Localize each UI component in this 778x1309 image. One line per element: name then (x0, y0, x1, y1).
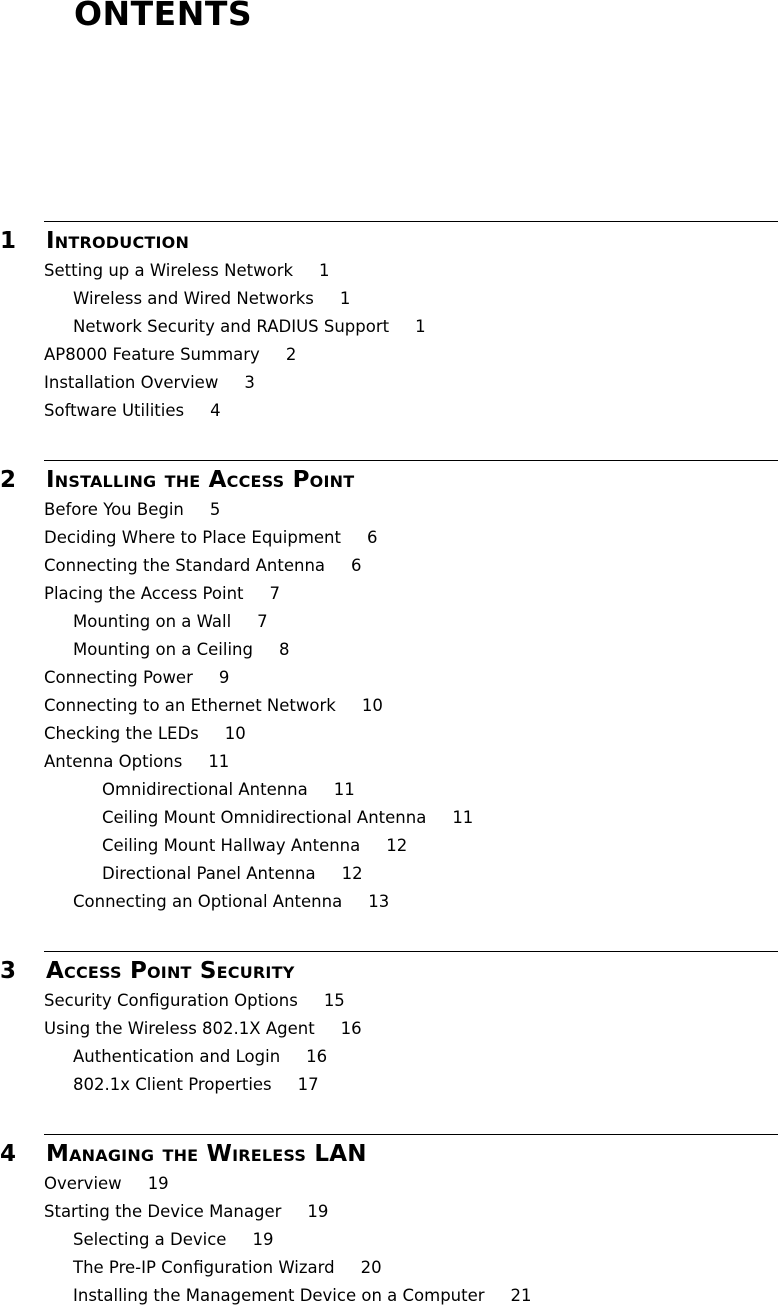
toc-entry-page: 16 (340, 1019, 362, 1038)
toc-entry-title: Directional Panel Antenna (102, 864, 316, 883)
toc-entry[interactable] (102, 808, 473, 828)
toc-entry-title: Wireless and Wired Networks (73, 289, 314, 308)
toc-entry-page: 10 (361, 696, 383, 715)
toc-entry-title: Omnidirectional Antenna (102, 780, 308, 799)
toc-entry-page: 5 (209, 500, 221, 519)
toc-entry-title: Using the Wireless 802.1X Agent (44, 1019, 315, 1038)
toc-entry-page: 19 (307, 1202, 329, 1221)
toc-entry[interactable] (44, 500, 220, 520)
toc-entry-title: Ceiling Mount Omnidirectional Antenna (102, 808, 427, 827)
toc-entry[interactable] (73, 1075, 319, 1095)
toc-entry[interactable] (73, 1286, 532, 1306)
chapter-title[interactable]: Introduction (46, 228, 190, 254)
toc-entry[interactable] (73, 1258, 382, 1278)
toc-entry[interactable] (102, 836, 407, 856)
toc-entry[interactable] (44, 556, 362, 576)
toc-entry[interactable] (44, 528, 377, 548)
toc-entry-page: 21 (510, 1286, 532, 1305)
toc-entry-title: Ceiling Mount Hallway Antenna (102, 836, 361, 855)
toc-entry-page: 10 (224, 724, 246, 743)
toc-entry[interactable] (44, 991, 345, 1011)
toc-entry-page: 1 (415, 317, 426, 336)
toc-entry-title: Software Utilities (44, 401, 185, 420)
chapter-divider (44, 951, 778, 952)
toc-entry-page: 3 (244, 373, 255, 392)
toc-entry-title: Connecting the Standard Antenna (44, 556, 326, 575)
chapter-number: 2 (0, 467, 17, 493)
toc-entry[interactable] (73, 1047, 327, 1067)
toc-entry[interactable] (44, 1202, 328, 1222)
chapter-divider (44, 460, 778, 461)
chapter-title[interactable]: Access Point Security (46, 958, 295, 984)
toc-entry-title: Overview (44, 1174, 122, 1193)
toc-entry-page: 4 (210, 401, 221, 420)
toc-entry-title: 802.1x Client Properties (73, 1075, 272, 1094)
toc-entry-title: Setting up a Wireless Network (44, 261, 294, 280)
toc-entry[interactable] (44, 1174, 169, 1194)
toc-entry[interactable] (73, 317, 426, 337)
toc-entry-page: 2 (285, 345, 297, 364)
toc-entry[interactable] (44, 1019, 362, 1039)
toc-entry-title: Selecting a Device (73, 1230, 227, 1249)
toc-entry-page: 20 (360, 1258, 382, 1277)
toc-entry-page: 8 (279, 640, 290, 659)
page-title: ONTENTS (74, 0, 253, 33)
toc-entry-title: Antenna Options (44, 752, 183, 771)
toc-entry-page: 11 (452, 808, 474, 827)
toc-entry-page: 1 (339, 289, 351, 308)
toc-entry-title: Starting the Device Manager (44, 1202, 282, 1221)
toc-entry-page: 15 (323, 991, 345, 1010)
toc-entry[interactable] (44, 345, 296, 365)
toc-entry-title: Connecting an Optional Antenna (73, 892, 343, 911)
toc-entry-page: 17 (297, 1075, 319, 1094)
toc-entry-page: 12 (341, 864, 363, 883)
toc-entry-title: Checking the LEDs (44, 724, 199, 743)
toc-entry-title: Security Configuration Options (44, 991, 298, 1010)
chapter-title[interactable]: Installing the Access Point (46, 467, 355, 493)
toc-entry[interactable] (44, 724, 246, 744)
toc-entry-title: AP8000 Feature Summary (44, 345, 260, 364)
toc-entry[interactable] (44, 373, 255, 393)
toc-entry[interactable] (44, 752, 229, 772)
toc-entry-page: 6 (351, 556, 362, 575)
toc-entry-page: 7 (269, 584, 280, 603)
toc-entry-page: 11 (208, 752, 230, 771)
chapter-title[interactable]: Managing the Wireless LAN (46, 1141, 367, 1167)
toc-entry[interactable] (73, 892, 389, 912)
toc-entry[interactable] (44, 668, 229, 688)
toc-entry[interactable] (102, 864, 363, 884)
toc-entry-page: 7 (257, 612, 268, 631)
toc-entry-title: Authentication and Login (73, 1047, 281, 1066)
toc-entry[interactable] (73, 640, 290, 660)
chapter-number: 1 (0, 228, 17, 254)
toc-entry[interactable] (73, 612, 268, 632)
toc-entry-title: Connecting Power (44, 668, 193, 687)
toc-entry-page: 19 (252, 1230, 274, 1249)
toc-entry-title: Mounting on a Ceiling (73, 640, 253, 659)
toc-entry-page: 19 (147, 1174, 169, 1193)
toc-entry-page: 16 (306, 1047, 328, 1066)
chapter-number: 4 (0, 1141, 17, 1167)
toc-entry-title: Mounting on a Wall (73, 612, 232, 631)
chapter-number: 3 (0, 958, 17, 984)
toc-entry-page: 9 (218, 668, 230, 687)
toc-entry-title: Network Security and RADIUS Support (73, 317, 390, 336)
toc-entry-page: 1 (319, 261, 330, 280)
toc-entry-title: Connecting to an Ethernet Network (44, 696, 336, 715)
toc-entry[interactable] (44, 696, 383, 716)
toc-entry-page: 13 (368, 892, 390, 911)
toc-entry-page: 11 (333, 780, 355, 799)
toc-entry-page: 6 (366, 528, 378, 547)
toc-entry-page: 12 (386, 836, 408, 855)
toc-entry-title: Installation Overview (44, 373, 219, 392)
toc-entry-title: Placing the Access Point (44, 584, 244, 603)
toc-entry[interactable] (44, 584, 280, 604)
toc-entry[interactable] (102, 780, 355, 800)
toc-entry[interactable] (44, 261, 330, 281)
toc-entry-title: Before You Begin (44, 500, 184, 519)
toc-entry-title: Deciding Where to Place Equipment (44, 528, 341, 547)
chapter-divider (44, 221, 778, 222)
toc-entry-title: Installing the Management Device on a Computer (73, 1286, 485, 1305)
toc-entry[interactable] (73, 1230, 273, 1250)
toc-entry[interactable] (73, 289, 350, 309)
chapter-divider (44, 1134, 778, 1135)
toc-entry-title: The Pre-IP Configuration Wizard (73, 1258, 335, 1277)
toc-entry[interactable] (44, 401, 221, 421)
